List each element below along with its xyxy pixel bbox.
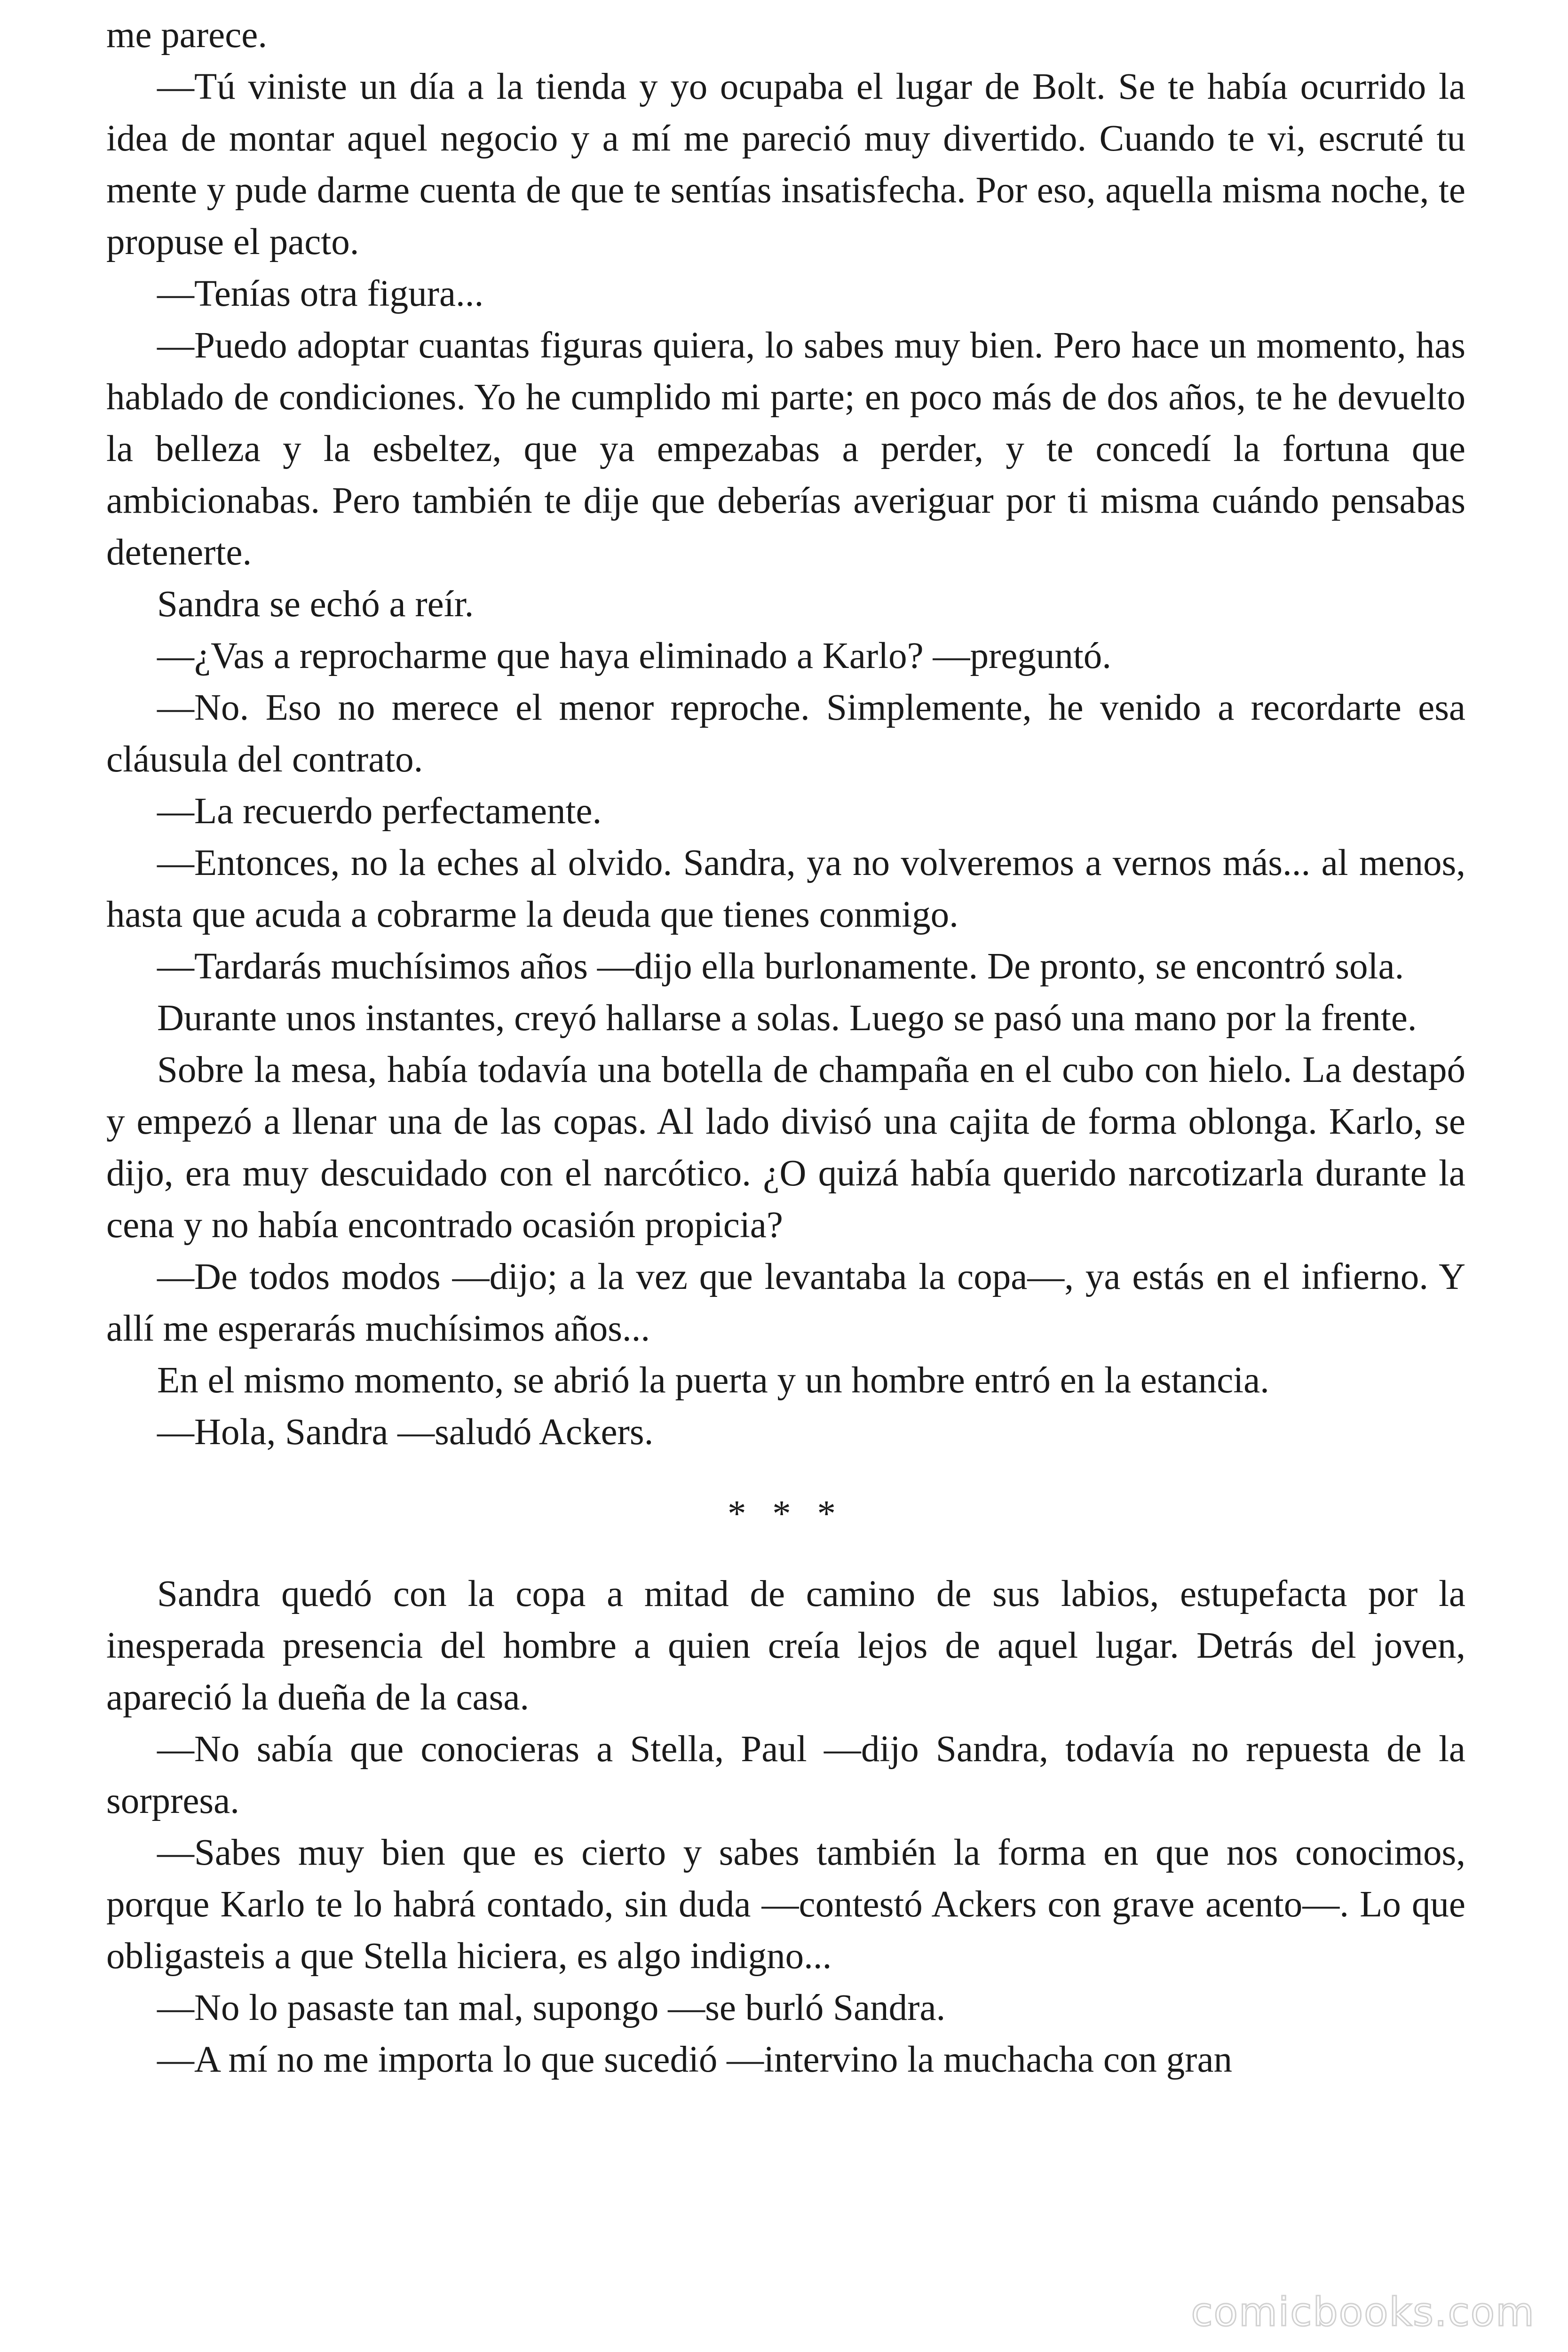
paragraph: —Hola, Sandra —saludó Ackers. bbox=[157, 1412, 654, 1453]
paragraph: —Tú viniste un día a la tienda y yo ocupaba el lugar de Bolt. Se te había ocurrido la idea de montar aquel negocio y a mí me pareció muy divertido. Cuando te vi, escruté tu mente y pude darme cuenta de que te sentías insatisfecha. Por eso, aquella misma noche, te propuse el pacto. bbox=[106, 66, 1465, 262]
paragraph: —De todos modos —dijo; a la vez que levantaba la copa—, ya estás en el infierno. Y allí me esperarás muchísimos años... bbox=[106, 1256, 1465, 1349]
paragraph: —A mí no me importa lo que sucedió —intervino la muchacha con gran bbox=[157, 2039, 1233, 2080]
paragraph: —La recuerdo perfectamente. bbox=[157, 791, 602, 832]
section-separator: * * * bbox=[728, 1494, 844, 1534]
paragraph: —Puedo adoptar cuantas figuras quiera, lo sabes muy bien. Pero hace un momento, has hablado de condiciones. Yo he cumplido mi parte; en poco más de dos años, te he devuelto la belleza y la esbeltez, que ya empezabas a perder, y te concedí la fortuna que ambicionabas. Pero también te dije que deberías averiguar por ti misma cuándo pensabas detenerte. bbox=[106, 325, 1465, 573]
paragraph: —Sabes muy bien que es cierto y sabes también la forma en que nos conocimos, porque Karlo te lo habrá contado, sin duda —contestó Ackers con grave acento—. Lo que obligasteis a que Stella hiciera, es algo indigno... bbox=[106, 1832, 1465, 1977]
paragraph: Sobre la mesa, había todavía una botella de champaña en el cubo con hielo. La destapó y empezó a llenar una de las copas. Al lado divisó una cajita de forma oblonga. Karlo, se dijo, era muy descuidado con el narcótico. ¿O quizá había querido narcotizarla durante la cena y no había encontrado ocasión propicia? bbox=[106, 1049, 1465, 1246]
paragraph: —Tardarás muchísimos años —dijo ella burlonamente. De pronto, se encontró sola. bbox=[157, 946, 1404, 987]
paragraph: —Tenías otra figura... bbox=[157, 273, 484, 314]
book-page bbox=[106, 9, 1465, 2086]
paragraph: —Entonces, no la eches al olvido. Sandra, ya no volveremos a vernos más... al menos, hasta que acuda a cobrarme la deuda que tienes conmigo. bbox=[106, 842, 1465, 935]
paragraph: —No sabía que conocieras a Stella, Paul —dijo Sandra, todavía no repuesta de la sorpresa. bbox=[106, 1729, 1465, 1821]
paragraph: me parece. bbox=[106, 15, 268, 56]
paragraph: Durante unos instantes, creyó hallarse a solas. Luego se pasó una mano por la frente. bbox=[157, 998, 1417, 1039]
watermark: comicbooks.com bbox=[1191, 2289, 1535, 2335]
paragraph: —No lo pasaste tan mal, supongo —se burló Sandra. bbox=[157, 1987, 946, 2028]
paragraph: Sandra quedó con la copa a mitad de camino de sus labios, estupefacta por la inesperada presencia del hombre a quien creía lejos de aquel lugar. Detrás del joven, apareció la dueña de la casa. bbox=[106, 1573, 1465, 1718]
paragraph: En el mismo momento, se abrió la puerta y un hombre entró en la estancia. bbox=[157, 1360, 1269, 1401]
paragraph: —No. Eso no merece el menor reproche. Simplemente, he venido a recordarte esa cláusula del contrato. bbox=[106, 687, 1465, 780]
paragraph: —¿Vas a reprocharme que haya eliminado a Karlo? —preguntó. bbox=[157, 636, 1112, 676]
paragraph: Sandra se echó a reír. bbox=[157, 584, 474, 625]
